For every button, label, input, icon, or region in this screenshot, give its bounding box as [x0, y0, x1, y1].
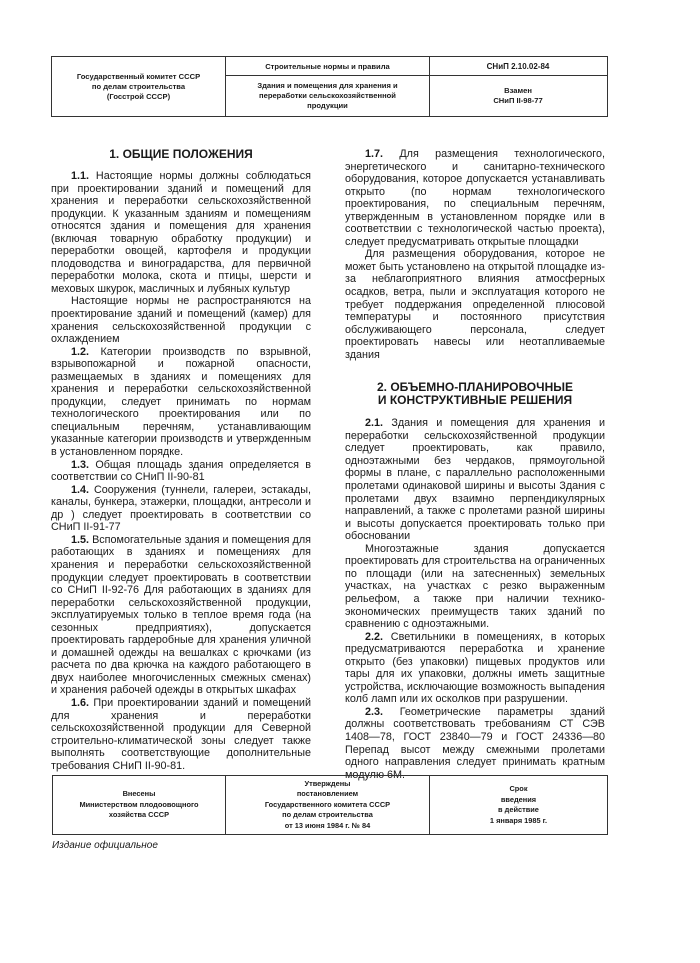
paragraph-number: 1.6. [71, 696, 90, 709]
paragraph-2-2 [345, 631, 605, 706]
document-header-table [51, 56, 608, 117]
paragraph-text: Сооружения (туннели, галереи, эстакады, каналы, бункера, этажерки, площадки, антресоли и др ) следует проектировать в соответствии со СНиП II-91-77 [51, 483, 311, 534]
paragraph-number: 1.2. [71, 345, 90, 358]
section-1-heading: 1. ОБЩИЕ ПОЛОЖЕНИЯ [109, 147, 253, 161]
committee-line: по делам строительства [91, 81, 186, 91]
document-code: СНиП 2.10.02-84 [429, 57, 607, 76]
paragraph-number: 2.3. [365, 705, 384, 718]
effective-date [430, 776, 607, 834]
paragraph-text: При проектировании зданий и помещений для хранения и переработки сельскохозяйственной продукции для Северной строительно-климатической зоны следует также выполнять соответствующие дополнительные требования СНиП II-90-81. [51, 696, 311, 772]
heading-line: 2. ОБЪЕМНО-ПЛАНИРОВОЧНЫЕ [376, 380, 573, 395]
paragraph-number: 1.3. [71, 458, 90, 471]
title-cell [225, 57, 430, 116]
effective-line: Срок [509, 784, 528, 793]
paragraph-1-7-note [345, 248, 605, 361]
paragraph-number: 1.4. [71, 483, 90, 496]
replaces-info [429, 76, 607, 116]
effective-line: введения [500, 794, 537, 804]
approved-by [226, 776, 430, 834]
paragraph-1-1-note [51, 295, 311, 345]
title-line: переработки сельскохозяйственной [259, 91, 396, 100]
issuing-committee [52, 57, 225, 116]
paragraph-text: Геометрические параметры зданий должны соответствовать требованиям СТ СЭВ 1408—78, ГОСТ 23840—79 и ГОСТ 24336—80 Перепад высот между смежными пролетами одного направления следует принимать кратным модулю 6М. [345, 705, 606, 781]
paragraph-number: 1.7. [365, 148, 384, 160]
paragraph-number: 1.5. [71, 533, 90, 546]
approved-line: по делам строительства [282, 810, 373, 820]
effective-line: в действие [498, 805, 539, 814]
approved-line: постановлением [296, 789, 359, 799]
introduced-by [53, 776, 226, 834]
approved-line: Утверждены [304, 778, 351, 788]
replaces-code: СНиП II-98-77 [493, 96, 543, 105]
paragraph-1-1 [51, 170, 311, 295]
approved-line: от 13 июня 1984 г. № 84 [284, 820, 371, 830]
paragraph-1-2 [51, 346, 311, 459]
paragraph-1-6 [51, 697, 311, 772]
replaces-label: Взамен [504, 86, 532, 95]
paragraph-text: Вспомогательные здания и помещения для работающих в зданиях и помещениях для хранения и переработки сельскохозяйственной продукции следует проектировать в соответствии со СНиП II-92-76 Для работающих в зданиях для переработки сельскохозяйственной продукции, эксплуатируемых только в теплое время года (на сезонных предприятиях), допускается проектировать гардеробные для хранения уличной и домашней одежды на вешалках с крючками (из расчета по два крючка на каждого работающего в двух наиболее многочисленных смежных сменах) и хранения рабочей одежды в открытых шкафах [51, 533, 311, 697]
document-title [226, 76, 429, 116]
paragraph-text: Категории производств по взрывной, взрывопожарной и пожарной опасности, размещаемых в зданиях и помещениях для хранения и переработки сельскохозяйственной продукции, следует принимать по нормам технологического проектирования или по специальным перечням, устанавливающим указанные категории производств и утвержденным в установленном порядке. [51, 345, 311, 459]
series-title: Строительные нормы и правила [226, 57, 429, 76]
heading-line: И КОНСТРУКТИВНЫЕ РЕШЕНИЯ [377, 393, 573, 408]
paragraph-text: Для размещения оборудования, которое не может быть установлено на открытой площадке из-за неблагоприятного влияния атмосферных осадков, ветра, пыли и эксплуатация которого не требует поддержания определенной плюсовой температуры и постоянного присутствия обслуживающего персонала, следует проектировать навесы или неотапливаемые здания [345, 248, 605, 361]
code-cell [429, 57, 607, 116]
paragraph-2-3 [345, 706, 605, 781]
introduced-line: Министерством плодоовощного [79, 799, 199, 809]
document-footer-table [52, 775, 608, 835]
paragraph-2-1-note [345, 543, 605, 631]
paragraph-text: Многоэтажные здания допускается проектировать для строительства на ограниченных по площади (или на затесненных) земельных участках, на участках с резко выраженным рельефом, а также при наличии технико-экономических преимуществ таких зданий по сравнению с одноэтажными. [345, 542, 605, 631]
official-edition-label: Издание официальное [52, 840, 158, 851]
paragraph-number: 2.2. [365, 630, 384, 643]
right-column [345, 148, 605, 781]
approved-line: Государственного комитета СССР [264, 799, 391, 809]
paragraph-text: Настоящие нормы должны соблюдаться при проектировании зданий и помещений для хранения и переработки сельскохозяйственной продукции. К указанным зданиям и помещениям относятся здания и помещения для хранения (включая товарную обработку продукции) и переработки овощей, картофеля и продукции плодоводства и виноградарства, для первичной переработки молока, скота и птицы, шерсти и меховых шкурок, масличных и лубяных культур [51, 170, 312, 295]
paragraph-text: Здания и помещения для хранения и переработки сельскохозяйственной продукции следует проектировать, как правило, одноэтажными без чердаков, прямоугольной формы в плане, с параллельно расположенными пролетами одинаковой ширины и высоты Здания с пролетами двух взаимно перпендикулярных направлений, а также с пролетами разной ширины и высоты допускается проектировать только при обосновании [345, 417, 606, 543]
committee-line: Государственный комитет СССР [76, 71, 201, 81]
title-line: Здания и помещения для хранения и [257, 81, 398, 90]
section-2-heading [345, 381, 605, 407]
title-line: продукции [307, 101, 348, 110]
effective-line: 1 января 1985 г. [489, 815, 548, 825]
paragraph-text: Для размещения технологического, энергетического и санитарно-технического оборудования, которое допускается устанавливать открыто (по нормам технологического проектирования, по специальным перечням, утвержденным в установленном порядке или в соответствии с технологической частью проекта), следует предусматривать открытые площадки [345, 148, 606, 248]
paragraph-text: Общая площадь здания определяется в соответствии со СНиП II-90-81 [51, 458, 311, 484]
paragraph-text: Светильники в помещениях, в которых предусматриваются переработка и хранение открыто (без упаковки) пищевых продуктов или тары для их упаковки, должны иметь защитные устройства, исключающие возможность выпадения колб ламп или их осколков при разрушении. [345, 630, 605, 706]
left-column [51, 148, 311, 772]
committee-line: (Госстрой СССР) [106, 91, 171, 101]
paragraph-number: 1.1. [71, 170, 90, 182]
paragraph-1-3 [51, 459, 311, 484]
paragraph-2-1 [345, 417, 605, 542]
paragraph-1-7 [345, 148, 605, 248]
paragraph-number: 2.1. [365, 417, 384, 430]
introduced-line: хозяйства СССР [108, 810, 170, 820]
paragraph-1-5 [51, 534, 311, 697]
paragraph-1-4 [51, 484, 311, 534]
paragraph-text: Настоящие нормы не распространяются на проектирование зданий и помещений (камер) для хранения сельскохозяйственной продукции с охлаждением [51, 295, 311, 346]
introduced-line: Внесены [122, 789, 156, 799]
